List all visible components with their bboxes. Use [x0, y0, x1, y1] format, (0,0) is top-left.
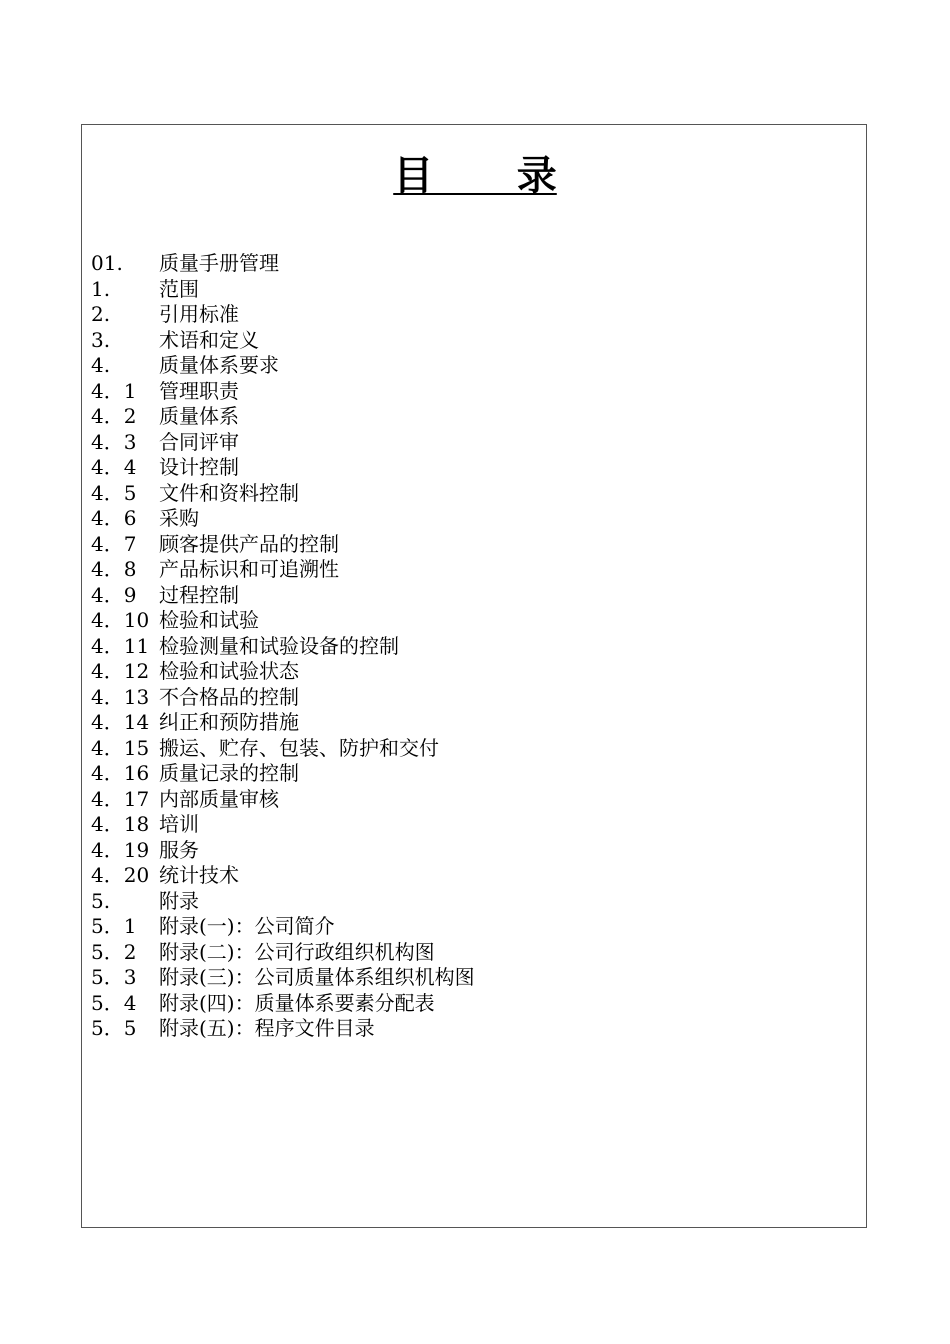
toc-entry-text: 质量手册管理 [159, 251, 279, 275]
toc-entry [91, 991, 475, 1017]
toc-entry-text: 培训 [159, 812, 199, 836]
title-text: 目 录 [393, 152, 557, 199]
toc-entry [91, 608, 475, 634]
toc-entry-text: 术语和定义 [159, 327, 259, 352]
toc-entry-number: 4．20 [91, 863, 150, 887]
toc-entry-text: 服务 [159, 837, 199, 862]
toc-entry-number: 5．4 [91, 990, 137, 1015]
toc-entry-number: 5. [91, 888, 111, 913]
toc-entry-number: 3. [91, 327, 111, 352]
toc-entry-number: 4．7 [91, 531, 137, 556]
toc-entry-text: 附录(五)：程序文件目录 [159, 1016, 375, 1040]
toc-entry-number: 4．9 [91, 582, 137, 607]
toc-entry [91, 277, 475, 303]
toc-entry-text: 统计技术 [159, 863, 239, 887]
toc-entry-text: 附录(三)：公司质量体系组织机构图 [159, 965, 475, 989]
toc-entry [91, 761, 475, 787]
toc-entry-number: 4．17 [91, 786, 150, 811]
toc-entry [91, 685, 475, 711]
toc-entry [91, 557, 475, 583]
toc-entry-number: 5．3 [91, 965, 137, 989]
toc-entry-number: 4．3 [91, 429, 137, 454]
toc-entry [91, 940, 475, 966]
toc-entry-text: 合同评审 [159, 429, 239, 454]
toc-entry-number: 4．14 [91, 710, 150, 734]
toc-entry-number: 5．1 [91, 914, 137, 938]
toc-entry-number: 5．2 [91, 939, 137, 964]
toc-entry-number: 4．13 [91, 684, 150, 709]
toc-entry-number: 4．1 [91, 378, 137, 403]
toc-entry-number: 4．11 [91, 633, 150, 658]
toc-entry [91, 379, 475, 405]
toc-entry-number: 4．2 [91, 404, 137, 428]
toc-entry-text: 搬运、贮存、包装、防护和交付 [159, 735, 439, 760]
toc-entry-text: 检验和试验状态 [159, 659, 299, 683]
toc-entry [91, 328, 475, 354]
toc-entry [91, 430, 475, 456]
toc-entry-text: 顾客提供产品的控制 [159, 531, 339, 556]
toc-entry-text: 检验和试验 [159, 608, 259, 632]
toc-entry-text: 附录 [159, 888, 199, 913]
toc-entry-text: 质量记录的控制 [159, 761, 299, 785]
toc-entry-text: 设计控制 [159, 455, 239, 479]
toc-entry-text: 产品标识和可追溯性 [159, 557, 339, 581]
toc-entry-number: 4．12 [91, 659, 150, 683]
toc-entry-text: 附录(四)：质量体系要素分配表 [159, 990, 435, 1015]
toc-entry [91, 710, 475, 736]
toc-entry [91, 812, 475, 838]
toc-entry [91, 1016, 475, 1042]
toc-entry [91, 787, 475, 813]
toc-entry-number: 1. [91, 276, 111, 301]
toc-entry [91, 583, 475, 609]
toc-entry-text: 纠正和预防措施 [159, 710, 299, 734]
toc-entry [91, 532, 475, 558]
toc-entry-text: 不合格品的控制 [159, 684, 299, 709]
toc-entry-text: 过程控制 [159, 582, 239, 607]
toc-entry-text: 质量体系 [159, 404, 239, 428]
toc-entry-text: 附录(二)：公司行政组织机构图 [159, 939, 435, 964]
toc-entry-number: 4．5 [91, 480, 137, 505]
toc-entry-text: 引用标准 [159, 302, 239, 326]
toc-entry-text: 范围 [159, 276, 199, 301]
toc-entry-number: 01. [91, 251, 123, 275]
toc-entry-number: 4．18 [91, 812, 150, 836]
toc-entry [91, 889, 475, 915]
toc-entry [91, 455, 475, 481]
toc-entry-text: 采购 [159, 506, 199, 530]
toc-entry-number: 4．4 [91, 455, 137, 479]
toc-entry-text: 管理职责 [159, 378, 239, 403]
toc-entry [91, 965, 475, 991]
toc-entry-number: 4．15 [91, 735, 150, 760]
toc-entry-number: 4．10 [91, 608, 150, 632]
toc-entry-number: 2. [91, 302, 111, 326]
toc-entry-number: 4．19 [91, 837, 150, 862]
toc-entry [91, 404, 475, 430]
toc-entry-number: 5．5 [91, 1016, 137, 1040]
page-title [0, 152, 950, 200]
toc-entry [91, 353, 475, 379]
toc-entry-text: 文件和资料控制 [159, 480, 299, 505]
toc-entry [91, 302, 475, 328]
table-of-contents [91, 251, 475, 1042]
toc-entry-text: 附录(一)：公司简介 [159, 914, 335, 938]
toc-entry [91, 634, 475, 660]
toc-entry-text: 内部质量审核 [159, 786, 279, 811]
toc-entry-number: 4．6 [91, 506, 137, 530]
toc-entry [91, 659, 475, 685]
toc-entry-number: 4．8 [91, 557, 137, 581]
toc-entry [91, 481, 475, 507]
toc-entry [91, 506, 475, 532]
toc-entry [91, 838, 475, 864]
toc-entry [91, 251, 475, 277]
toc-entry [91, 863, 475, 889]
toc-entry-text: 检验测量和试验设备的控制 [159, 633, 399, 658]
toc-entry-text: 质量体系要求 [159, 353, 279, 377]
toc-entry-number: 4. [91, 353, 111, 377]
toc-entry-number: 4．16 [91, 761, 150, 785]
toc-entry [91, 914, 475, 940]
toc-entry [91, 736, 475, 762]
